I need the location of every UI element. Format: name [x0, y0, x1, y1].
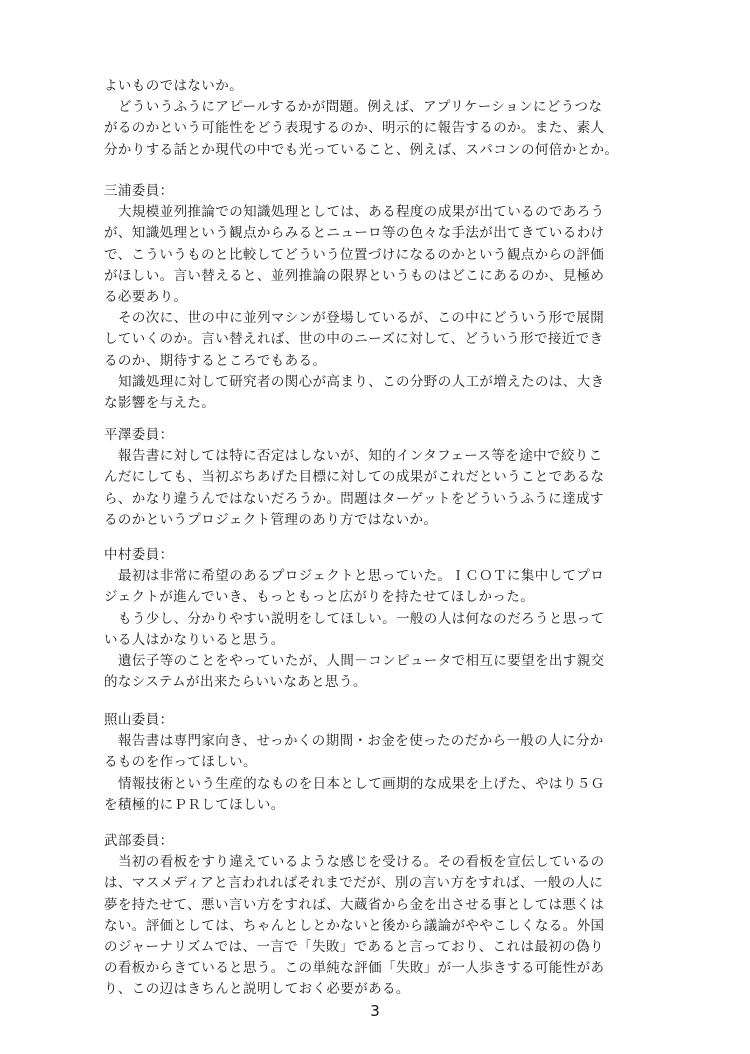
text-line: 大規模並列推論での知識処理としては、ある程度の成果が出ているのであろう: [118, 204, 605, 221]
text-line: んだにしても、当初ぶちあげた目標に対しての成果がこれだということであるな: [104, 469, 605, 486]
intro-paragraph: [104, 76, 694, 161]
text-line: 的なシステムが出来たらいいなあと思う。: [104, 674, 367, 691]
section-heading: 照山委員：: [104, 712, 174, 728]
section-heading: 武部委員：: [104, 833, 174, 849]
text-line: もう少し、分かりやすい説明をしてほしい。一般の人は何なのだろうと思って: [118, 610, 605, 627]
text-line: 知識処理に対して研究者の関心が高まり、この分野の人工が増えたのは、大き: [118, 373, 605, 390]
text-line: が、知識処理という観点からみるとニューロ等の色々な手法が出てきているわけ: [104, 225, 605, 242]
section-heading: 中村委員：: [104, 547, 174, 563]
text-line: るものを作ってほしい。: [104, 754, 257, 771]
text-line: るのかというプロジェクト管理のあり方ではないか。: [104, 511, 438, 528]
text-line: 遺伝子等のことをやっていたが、人間－コンピュータで相互に要望を出す親交: [118, 652, 605, 669]
text-line: いる人はかなりいると思う。: [104, 631, 285, 648]
text-line: のジャーナリズムでは、一言で「失敗」であると言っており、これは最初の偽り: [104, 938, 604, 955]
text-line: 情報技術という生産的なものを日本として画期的な成果を上げた、やはり５Ｇ: [118, 775, 605, 792]
text-line: していくのか。言い替えれば、世の中のニーズに対して、どういう形で接近でき: [104, 331, 604, 348]
text-line: は、マスメディアと言われればそれまでだが、別の言い方をすれば、一般の人に: [104, 875, 604, 892]
text-line: の看板からきていると思う。この単純な評価「失敗」が一人歩きする可能性があ: [104, 960, 605, 977]
section-heading: 三浦委員：: [104, 183, 174, 199]
text-line: 当初の看板をすり違えているような感じを受ける。その看板を宣伝しているの: [118, 854, 605, 871]
text-line: な影響を与えた。: [104, 394, 216, 411]
text-line: 夢を持たせて、悪い言い方をすれば、大蔵省から金を出させる事としては悪くは: [104, 896, 605, 913]
section-teruyama: [104, 710, 694, 816]
text-line: り、この辺はきちんと説明しておく必要がある。: [104, 981, 410, 998]
text-line: を積極的にＰＲしてほしい。: [104, 796, 285, 813]
text-line: 分かりする話とか現代の中でも光っていること、例えば、スパコンの何倍かとか。: [104, 141, 619, 158]
text-line: 報告書に対しては特に否定はしないが、知的インタフェース等を途中で絞りこ: [118, 448, 603, 465]
text-line: よいものではないか。: [104, 78, 243, 94]
text-line: ジェクトが進んでいき、もっともっと広がりを持たせてほしかった。: [104, 589, 535, 606]
text-line: どういうふうにアピールするかが問題。例えば、アプリケーションにどうつな: [118, 99, 603, 116]
text-line: で、こういうものと比較してどういう位置づけになるのかという観点からの評価: [104, 246, 605, 263]
text-line: がるのかという可能性をどう表現するのか、明示的に報告するのか。また、素人: [104, 120, 605, 137]
text-line: ない。評価としては、ちゃんとしとかないと後から議論がややこしくなる。外国: [104, 917, 605, 934]
section-hirasawa: [104, 425, 694, 531]
text-line: 最初は非常に希望のあるプロジェクトと思っていた。ＩＣＯＴに集中してプロ: [118, 568, 605, 585]
section-miura: [104, 181, 694, 414]
section-heading: 平澤委員：: [104, 427, 174, 443]
text-line: がほしい。言い替えると、並列推論の限界というものはどこにあるのか、見極め: [104, 267, 605, 284]
text-line: ら、かなり違うんではないだろうか。問題はターゲットをどういうふうに達成す: [104, 490, 604, 507]
section-takebe: [104, 831, 694, 1001]
text-line: る必要あり。: [104, 288, 188, 305]
text-line: るのか、期待するところでもある。: [104, 352, 327, 369]
text-line: 報告書は専門家向き、せっかくの期間・お金を使ったのだから一般の人に分か: [118, 733, 604, 750]
text-line: その次に、世の中に並列マシンが登場しているが、この中にどういう形で展開: [118, 310, 605, 327]
section-nakamura: [104, 545, 694, 693]
page-number: 3: [370, 1002, 380, 1020]
